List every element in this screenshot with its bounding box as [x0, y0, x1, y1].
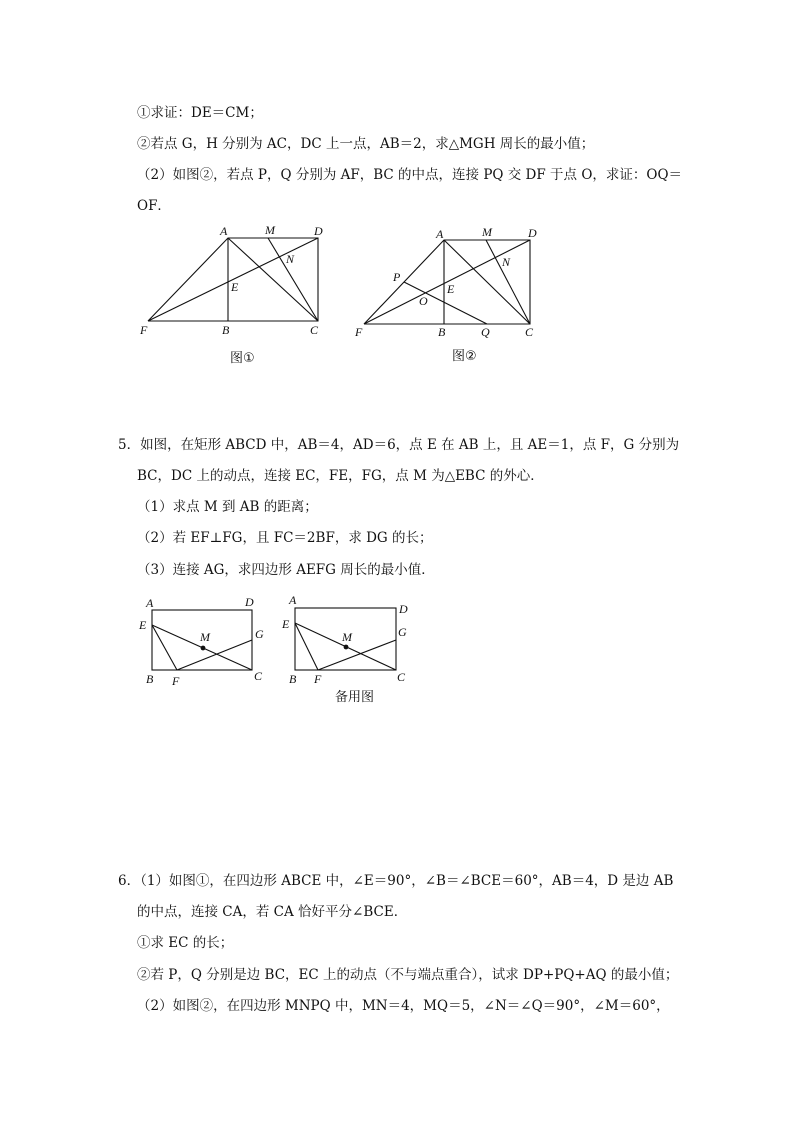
q5f2-label-M: M	[342, 630, 352, 644]
q5f2-label-C: C	[397, 670, 406, 684]
q5f2-label-E: E	[282, 617, 290, 631]
q5f1-label-M: M	[200, 630, 210, 644]
q5f2-label-G: G	[398, 625, 407, 639]
fig1-label-M: M	[265, 223, 275, 237]
fig2-label-O: O	[419, 294, 428, 308]
fig1-label-C: C	[310, 323, 319, 337]
q5-fig2-caption: 备用图	[335, 690, 375, 705]
q5f1-label-F: F	[172, 674, 180, 688]
fig2-label-A: A	[436, 227, 444, 241]
fig1-label-B: B	[222, 323, 230, 337]
q6-line-5: （2）如图②，在四边形 MNPQ 中，MN＝4，MQ＝5，∠N＝∠Q＝90°，∠M＝60°，	[137, 998, 670, 1014]
fig1-label-F: F	[140, 323, 148, 337]
q5f1-label-C: C	[254, 669, 263, 683]
q5-line-3: （1）求点 M 到 AB 的距离；	[137, 499, 318, 515]
fig2-label-E: E	[447, 282, 455, 296]
fig2-label-M: M	[482, 225, 492, 239]
fig2-label-Q: Q	[481, 325, 490, 339]
q5f1-label-E: E	[139, 618, 147, 632]
q4-line-1: ①求证：DE＝CM；	[137, 105, 263, 121]
fig2-label-P: P	[393, 270, 401, 284]
q5f2-label-B: B	[289, 672, 297, 686]
q5f1-label-B: B	[146, 672, 154, 686]
q5-line-5: （3）连接 AG，求四边形 AEFG 周长的最小值．	[137, 562, 435, 578]
q5f1-label-G: G	[255, 627, 264, 641]
fig2-label-F: F	[355, 325, 363, 339]
q6-line-1: 6．（1）如图①，在四边形 ABCE 中，∠E＝90°，∠B＝∠BCE＝60°，AB＝4，D 是边 AB	[118, 873, 674, 889]
q4-line-4: OF．	[137, 198, 171, 214]
q5f2-label-F: F	[314, 672, 322, 686]
fig1-label-D: D	[314, 224, 323, 238]
fig2-label-C: C	[525, 325, 534, 339]
fig2-label-D: D	[528, 226, 537, 240]
fig2-label-N: N	[502, 255, 511, 269]
q4-line-2: ②若点 G，H 分别为 AC，DC 上一点，AB＝2，求△MGH 周长的最小值；	[137, 136, 595, 152]
fig2-label-B: B	[438, 325, 446, 339]
q5f2-label-A: A	[289, 593, 297, 607]
q4-line-3: （2）如图②，若点 P，Q 分别为 AF，BC 的中点，连接 PQ 交 DF 于点 O，求证：OQ＝	[137, 167, 683, 183]
q5-line-4: （2）若 EF⊥FG，且 FC＝2BF，求 DG 的长；	[137, 530, 433, 546]
q5f1-label-A: A	[146, 596, 154, 610]
q6-line-3: ①求 EC 的长；	[137, 935, 234, 951]
q5-line-2: BC，DC 上的动点，连接 EC，FE，FG，点 M 为△EBC 的外心．	[137, 468, 544, 484]
q5f1-label-D: D	[245, 595, 254, 609]
q4-fig2-caption: 图②	[452, 349, 477, 364]
q6-line-4: ②若 P，Q 分别是边 BC，EC 上的动点（不与端点重合），试求 DP+PQ+AQ 的最小值；	[137, 967, 679, 983]
q5-line-1: 5．如图，在矩形 ABCD 中，AB＝4，AD＝6，点 E 在 AB 上，且 AE＝1，点 F，G 分别为	[118, 437, 680, 453]
fig1-label-E: E	[231, 280, 239, 294]
q4-fig1-caption: 图①	[230, 351, 255, 366]
fig1-label-N: N	[286, 252, 295, 266]
q6-line-2: 的中点，连接 CA，若 CA 恰好平分∠BCE．	[137, 904, 408, 920]
q5f2-label-D: D	[399, 602, 408, 616]
fig1-label-A: A	[220, 224, 228, 238]
